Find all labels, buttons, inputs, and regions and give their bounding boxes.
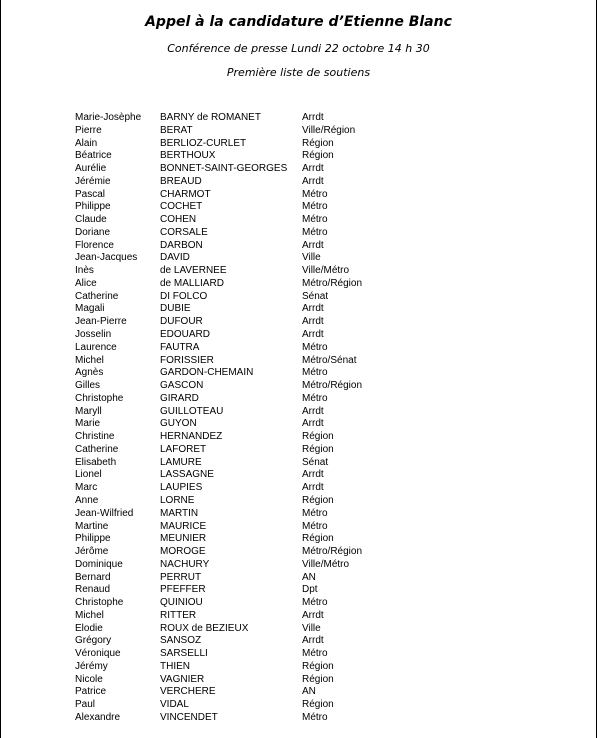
supporter-first-name: Catherine	[75, 290, 119, 302]
supporter-mandate: Métro	[302, 507, 328, 519]
supporter-first-name: Grégory	[75, 635, 112, 647]
list-item	[1, 150, 596, 163]
supporter-mandate: Arrdt	[302, 609, 324, 621]
list-item	[1, 623, 596, 636]
supporter-first-name: Alain	[75, 137, 98, 149]
supporter-last-name: GIRARD	[160, 392, 199, 404]
supporter-first-name: Josselin	[75, 329, 112, 341]
list-item	[1, 138, 596, 151]
supporter-last-name: BERLIOZ-CURLET	[160, 137, 247, 149]
list-item	[1, 342, 596, 355]
supporter-last-name: MOROGE	[160, 546, 206, 558]
supporter-last-name: DAVID	[160, 252, 190, 264]
supporter-last-name: de LAVERNEE	[160, 265, 227, 277]
supporter-first-name: Inès	[75, 265, 94, 277]
supporter-last-name: LORNE	[160, 494, 195, 506]
supporter-mandate: Métro	[302, 520, 328, 532]
supporter-mandate: Arrdt	[302, 163, 324, 175]
supporter-last-name: NACHURY	[160, 558, 210, 570]
supporter-first-name: Christophe	[75, 392, 124, 404]
list-item	[1, 674, 596, 687]
list-item	[1, 278, 596, 291]
list-item	[1, 227, 596, 240]
supporter-mandate: Ville	[302, 622, 321, 634]
supporter-first-name: Jérôme	[75, 546, 109, 558]
supporter-first-name: Bernard	[75, 571, 111, 583]
supporter-first-name: Alexandre	[75, 711, 121, 723]
supporter-mandate: Ville	[302, 252, 321, 264]
supporter-last-name: COCHET	[160, 201, 203, 213]
supporter-last-name: ROUX de BEZIEUX	[160, 622, 249, 634]
supporter-last-name: MAURICE	[160, 520, 207, 532]
document-subtitle: Conférence de presse Lundi 22 octobre 14 h 30	[167, 42, 430, 55]
supporter-first-name: Paul	[75, 699, 96, 711]
list-item	[1, 214, 596, 227]
supporter-first-name: Magali	[75, 303, 105, 315]
supporter-last-name: VERCHERE	[160, 686, 216, 698]
supporter-first-name: Nicole	[75, 673, 103, 685]
list-item	[1, 406, 596, 419]
list-item	[1, 572, 596, 585]
list-item	[1, 265, 596, 278]
supporter-mandate: Métro	[302, 711, 328, 723]
supporter-mandate: AN	[302, 686, 316, 698]
supporter-last-name: GARDON-CHEMAIN	[160, 367, 254, 379]
supporter-last-name: LAFORET	[160, 443, 207, 455]
list-item	[1, 125, 596, 138]
supporter-last-name: EDOUARD	[160, 329, 211, 341]
supporter-first-name: Pierre	[75, 124, 102, 136]
list-item	[1, 648, 596, 661]
supporter-last-name: VIDAL	[160, 699, 189, 711]
list-item	[1, 495, 596, 508]
supporter-mandate: Région	[302, 660, 334, 672]
supporter-last-name: THIEN	[160, 660, 190, 672]
list-item	[1, 112, 596, 125]
list-item	[1, 431, 596, 444]
supporter-first-name: Laurence	[75, 341, 117, 353]
supporter-mandate: Arrdt	[302, 469, 324, 481]
supporter-first-name: Michel	[75, 609, 104, 621]
list-item	[1, 252, 596, 265]
list-item	[1, 303, 596, 316]
list-item	[1, 661, 596, 674]
supporter-last-name: DUFOUR	[160, 316, 203, 328]
supporter-first-name: Pascal	[75, 188, 106, 200]
supporter-first-name: Martine	[75, 520, 109, 532]
list-item	[1, 457, 596, 470]
list-title: Première liste de soutiens	[226, 66, 371, 79]
supporter-mandate: Sénat	[302, 290, 329, 302]
list-item	[1, 712, 596, 725]
supporter-last-name: SARSELLI	[160, 648, 208, 660]
supporter-first-name: Maryll	[75, 405, 102, 417]
supporter-last-name: GUILLOTEAU	[160, 405, 224, 417]
list-item	[1, 444, 596, 457]
supporter-first-name: Christophe	[75, 597, 124, 609]
supporter-first-name: Dominique	[75, 558, 123, 570]
supporter-last-name: BONNET-SAINT-GEORGES	[160, 163, 288, 175]
supporter-first-name: Patrice	[75, 686, 107, 698]
list-item	[1, 393, 596, 406]
supporter-last-name: VINCENDET	[160, 711, 218, 723]
list-item	[1, 508, 596, 521]
supporter-first-name: Marie-Josèphe	[75, 112, 142, 123]
supporter-mandate: Métro	[302, 226, 328, 238]
list-item	[1, 635, 596, 648]
supporter-mandate: Métro/Région	[302, 277, 363, 289]
supporter-mandate: Région	[302, 494, 334, 506]
supporter-first-name: Elodie	[75, 622, 103, 634]
supporter-mandate: Métro	[302, 648, 328, 660]
supporter-first-name: Michel	[75, 354, 104, 366]
supporter-first-name: Jean-Jacques	[75, 252, 138, 264]
supporter-first-name: Jean-Wilfried	[75, 507, 134, 519]
supporter-last-name: CHARMOT	[160, 188, 211, 200]
supporter-first-name: Doriane	[75, 226, 111, 238]
supporter-mandate: Région	[302, 443, 334, 455]
supporter-first-name: Véronique	[75, 648, 121, 660]
supporter-mandate: Arrdt	[302, 112, 324, 123]
supporter-mandate: Ville/Métro	[302, 558, 350, 570]
supporter-first-name: Philippe	[75, 533, 111, 545]
supporter-mandate: Ville/Région	[302, 124, 356, 136]
supporter-last-name: PERRUT	[160, 571, 202, 583]
supporter-mandate: Métro	[302, 392, 328, 404]
supporter-first-name: Catherine	[75, 443, 119, 455]
supporters-list	[1, 112, 596, 725]
supporter-last-name: LASSAGNE	[160, 469, 214, 481]
supporter-first-name: Jérémie	[75, 175, 111, 187]
supporter-mandate: Métro/Région	[302, 380, 363, 392]
supporter-last-name: MEUNIER	[160, 533, 207, 545]
supporter-last-name: RITTER	[160, 609, 197, 621]
list-item	[1, 355, 596, 368]
supporter-last-name: GASCON	[160, 380, 204, 392]
supporter-last-name: BARNY de ROMANET	[160, 112, 261, 123]
supporter-first-name: Aurélie	[75, 163, 107, 175]
supporter-first-name: Marie	[75, 418, 101, 430]
supporter-first-name: Florence	[75, 239, 114, 251]
list-item	[1, 418, 596, 431]
supporter-mandate: Métro	[302, 597, 328, 609]
supporter-last-name: COHEN	[160, 214, 197, 226]
list-item	[1, 699, 596, 712]
supporter-last-name: FAUTRA	[160, 341, 200, 353]
supporter-first-name: Béatrice	[75, 150, 112, 162]
supporter-first-name: Alice	[75, 277, 97, 289]
supporter-mandate: Métro/Sénat	[302, 354, 357, 366]
supporter-mandate: Arrdt	[302, 316, 324, 328]
supporter-mandate: Région	[302, 533, 334, 545]
list-item	[1, 610, 596, 623]
supporter-last-name: DI FOLCO	[160, 290, 208, 302]
supporter-mandate: Arrdt	[302, 175, 324, 187]
list-item	[1, 201, 596, 214]
supporter-mandate: Arrdt	[302, 405, 324, 417]
supporter-last-name: HERNANDEZ	[160, 431, 223, 443]
supporter-last-name: BERTHOUX	[160, 150, 216, 162]
list-item	[1, 189, 596, 202]
supporter-mandate: Métro	[302, 341, 328, 353]
supporter-mandate: Métro	[302, 188, 328, 200]
supporter-last-name: SANSOZ	[160, 635, 202, 647]
supporter-mandate: AN	[302, 571, 316, 583]
supporter-last-name: LAUPIES	[160, 482, 203, 494]
supporter-mandate: Région	[302, 431, 334, 443]
supporter-mandate: Arrdt	[302, 418, 324, 430]
supporter-first-name: Renaud	[75, 584, 111, 596]
supporter-last-name: de MALLIARD	[160, 277, 224, 289]
list-item	[1, 584, 596, 597]
supporter-mandate: Région	[302, 150, 334, 162]
supporter-last-name: BREAUD	[160, 175, 202, 187]
list-item	[1, 291, 596, 304]
supporter-mandate: Dpt	[302, 584, 318, 596]
list-item	[1, 597, 596, 610]
supporter-mandate: Métro/Région	[302, 546, 363, 558]
list-item	[1, 559, 596, 572]
supporter-last-name: LAMURE	[160, 456, 202, 468]
list-item	[1, 469, 596, 482]
supporter-first-name: Christine	[75, 431, 115, 443]
supporter-last-name: GUYON	[160, 418, 197, 430]
supporter-first-name: Claude	[75, 214, 107, 226]
list-item	[1, 163, 596, 176]
list-item	[1, 482, 596, 495]
supporter-mandate: Métro	[302, 201, 328, 213]
supporter-first-name: Agnès	[75, 367, 104, 379]
supporter-first-name: Gilles	[75, 380, 101, 392]
supporter-mandate: Région	[302, 137, 334, 149]
supporter-last-name: DARBON	[160, 239, 203, 251]
supporter-last-name: DUBIE	[160, 303, 191, 315]
supporter-first-name: Marc	[75, 482, 98, 494]
supporter-mandate: Région	[302, 673, 334, 685]
supporter-first-name: Jean-Pierre	[75, 316, 127, 328]
list-item	[1, 316, 596, 329]
supporter-last-name: VAGNIER	[160, 673, 205, 685]
supporter-first-name: Philippe	[75, 201, 111, 213]
list-item	[1, 686, 596, 699]
supporter-mandate: Ville/Métro	[302, 265, 350, 277]
supporter-last-name: QUINIOU	[160, 597, 203, 609]
list-item	[1, 240, 596, 253]
list-item	[1, 329, 596, 342]
supporter-last-name: FORISSIER	[160, 354, 214, 366]
document-title: Appel à la candidature d’Etienne Blanc	[145, 14, 452, 30]
supporter-mandate: Métro	[302, 214, 328, 226]
list-item	[1, 176, 596, 189]
supporter-mandate: Métro	[302, 367, 328, 379]
supporter-mandate: Arrdt	[302, 239, 324, 251]
list-item	[1, 367, 596, 380]
supporter-last-name: BERAT	[160, 124, 193, 136]
list-item	[1, 533, 596, 546]
list-item	[1, 380, 596, 393]
supporter-last-name: CORSALE	[160, 226, 208, 238]
supporter-first-name: Jérémy	[75, 660, 108, 672]
list-item	[1, 521, 596, 534]
supporter-mandate: Arrdt	[302, 635, 324, 647]
supporter-mandate: Arrdt	[302, 329, 324, 341]
supporter-last-name: PFEFFER	[160, 584, 206, 596]
list-item	[1, 546, 596, 559]
supporter-first-name: Lionel	[75, 469, 102, 481]
supporter-mandate: Région	[302, 699, 334, 711]
supporter-first-name: Anne	[75, 494, 99, 506]
supporter-mandate: Sénat	[302, 456, 329, 468]
supporter-mandate: Arrdt	[302, 482, 324, 494]
supporter-mandate: Arrdt	[302, 303, 324, 315]
supporter-last-name: MARTIN	[160, 507, 199, 519]
supporter-first-name: Elisabeth	[75, 456, 117, 468]
